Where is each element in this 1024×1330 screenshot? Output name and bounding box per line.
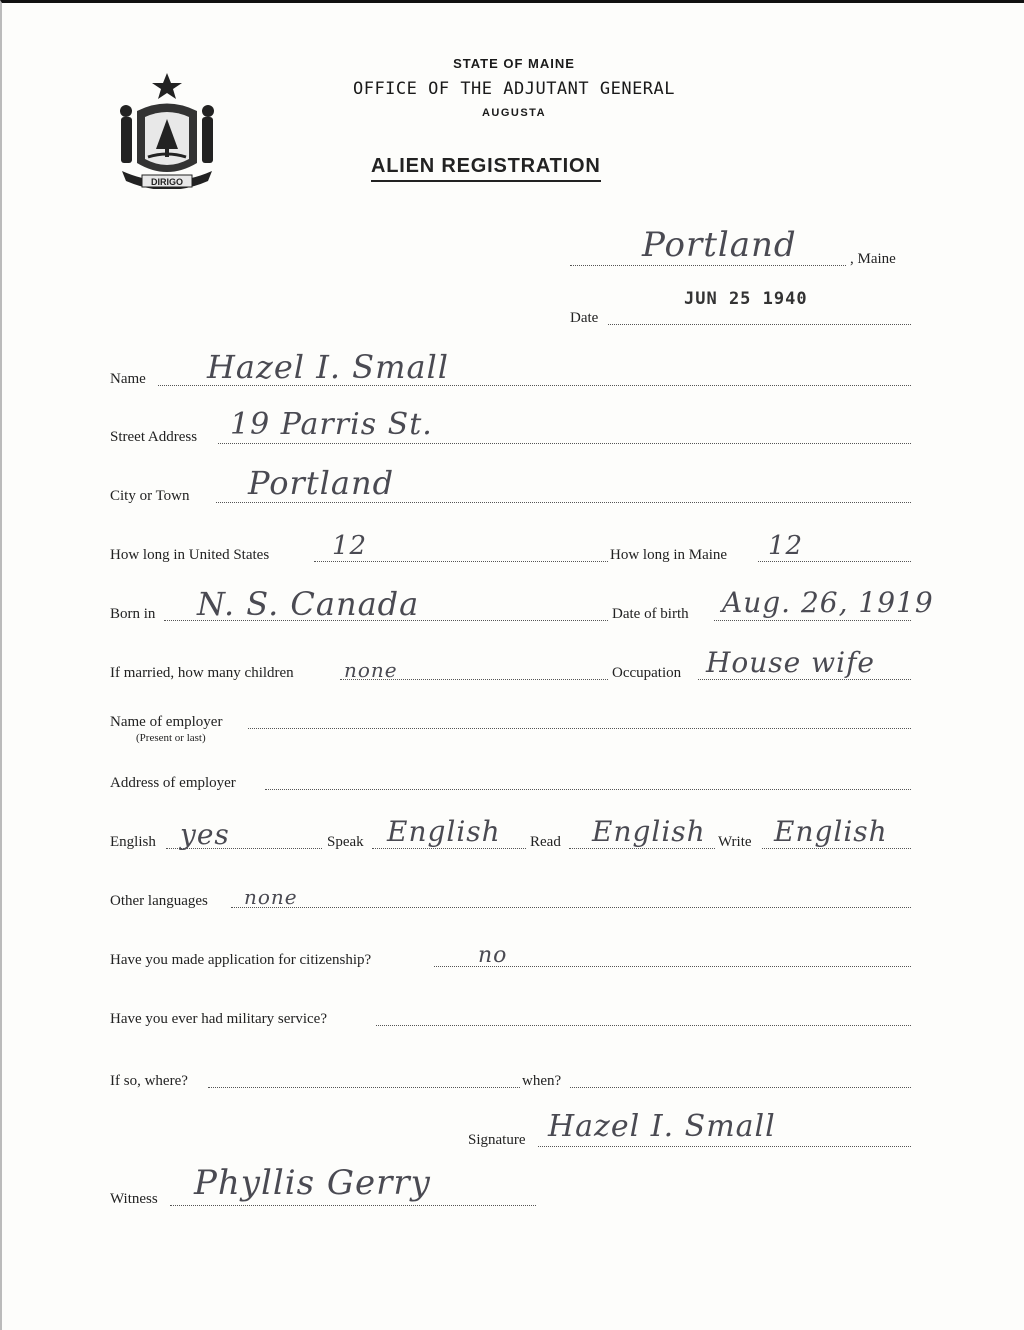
english-label: English [110,834,156,850]
signature-line [538,1146,911,1147]
employer-label: Name of employer [110,714,223,730]
street-label: Street Address [110,429,198,445]
place-line [570,265,846,266]
city-line [216,502,911,503]
write-line [762,848,911,849]
signature-value: Hazel I. Small [548,1109,776,1144]
maine-label: How long in Maine [610,547,728,563]
citizenship-value: no [478,943,508,968]
speak-value: English [387,815,501,848]
maine-line [758,561,911,562]
write-value: English [774,815,888,848]
place-value: Portland [642,225,797,265]
us-label: How long in United States [110,547,270,563]
city-label: City or Town [110,488,190,504]
occupation-label: Occupation [612,665,682,681]
other-lang-label: Other languages [110,893,208,909]
read-value: English [592,815,706,848]
name-label: Name [110,371,146,387]
name-value: Hazel I. Small [207,348,449,386]
other-lang-value: none [244,885,298,909]
date-line [608,324,911,325]
occupation-value: House wife [706,646,876,679]
english-value: yes [180,818,230,851]
write-label: Write [718,834,752,850]
born-value: N. S. Canada [197,585,420,623]
us-line [314,561,608,562]
street-line [218,443,911,444]
read-label: Read [530,834,561,850]
header-office: OFFICE OF THE ADJUTANT GENERAL [352,79,676,99]
date-label: Date [570,310,599,326]
seal-motto: DIRIGO [150,177,184,187]
dob-line [714,620,911,621]
read-line [569,848,715,849]
military-label: Have you ever had military service? [110,1011,327,1027]
employer-sub: (Present or last) [136,732,206,744]
dob-value: Aug. 26, 1919 [722,586,934,619]
header-state: STATE OF MAINE [453,56,575,71]
where-line [208,1087,520,1088]
date-stamp: JUN 25 1940 [684,289,808,309]
maine-value: 12 [768,531,804,561]
witness-label: Witness [110,1191,158,1207]
employer-address-label: Address of employer [110,775,236,791]
military-line [376,1025,911,1026]
children-value: none [344,658,398,682]
form-title: ALIEN REGISTRATION [371,155,601,182]
signature-label: Signature [468,1132,526,1148]
where-label: If so, where? [110,1073,188,1089]
occupation-line [698,679,911,680]
speak-line [372,848,526,849]
us-value: 12 [332,531,368,561]
speak-label: Speak [327,834,364,850]
city-value: Portland [248,464,395,502]
other-lang-line [231,907,911,908]
when-line [570,1087,911,1088]
street-value: 19 Parris St. [230,407,433,442]
employer-line [248,728,911,729]
header-city: AUGUSTA [481,107,547,119]
witness-line [170,1205,536,1206]
citizenship-label: Have you made application for citizenship? [110,952,372,968]
when-label: when? [522,1073,562,1089]
place-suffix: , Maine [850,251,896,267]
dob-label: Date of birth [612,606,689,622]
witness-value: Phyllis Gerry [194,1163,431,1203]
children-label: If married, how many children [110,665,294,681]
born-label: Born in [110,606,156,622]
employer-address-line [265,789,911,790]
